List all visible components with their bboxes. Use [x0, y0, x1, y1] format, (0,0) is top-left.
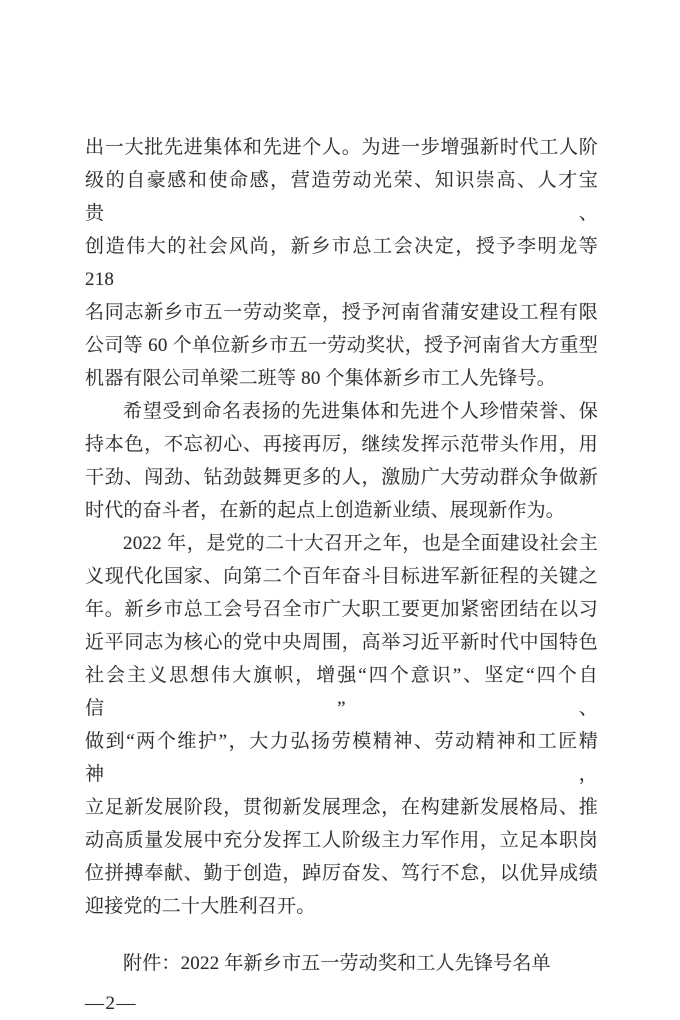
attachment-line: 附件：2022 年新乡市五一劳动奖和工人先锋号名单 — [123, 953, 551, 974]
body-line: 位拼搏奉献、勤于创造，踔厉奋发、笃行不怠，以优异成绩 — [85, 863, 598, 884]
document-body — [85, 131, 598, 1020]
body-line: 迎接党的二十大胜利召开。 — [85, 896, 316, 917]
body-line: 出一大批先进集体和先进个人。为进一步增强新时代工人阶 — [85, 137, 598, 158]
body-line: 时代的奋斗者，在新的起点上创造新业绩、展现新作为。 — [85, 500, 566, 521]
body-line: 干劲、闯劲、钻劲鼓舞更多的人，激励广大劳动群众争做新 — [85, 467, 598, 488]
body-line: 持本色，不忘初心、再接再厉，继续发挥示范带头作用，用 — [85, 434, 598, 455]
body-line: 义现代化国家、向第二个百年奋斗目标进军新征程的关键之 — [85, 566, 598, 587]
body-line: 创造伟大的社会风尚，新乡市总工会决定，授予李明龙等 218 — [85, 236, 598, 290]
paragraph — [85, 395, 598, 527]
body-line: 近平同志为核心的党中央周围，高举习近平新时代中国特色 — [85, 632, 598, 653]
page-number: —2— — [85, 993, 137, 1014]
body-line: 名同志新乡市五一劳动奖章，授予河南省蒲安建设工程有限 — [85, 302, 598, 323]
body-line: 社会主义思想伟大旗帜，增强“四个意识”、坚定“四个自信”、 — [85, 665, 598, 719]
attachment-note — [85, 947, 598, 980]
paragraph — [85, 527, 598, 923]
body-line: 机器有限公司单梁二班等 80 个集体新乡市工人先锋号。 — [85, 368, 556, 389]
body-line: 希望受到命名表扬的先进集体和先进个人珍惜荣誉、保 — [123, 401, 598, 422]
body-line: 级的自豪感和使命感，营造劳动光荣、知识崇高、人才宝贵、 — [85, 170, 598, 224]
paragraph — [85, 131, 598, 395]
body-line: 2022 年，是党的二十大召开之年，也是全面建设社会主 — [123, 533, 598, 554]
body-line: 年。新乡市总工会号召全市广大职工要更加紧密团结在以习 — [85, 599, 598, 620]
body-line: 公司等 60 个单位新乡市五一劳动奖状，授予河南省大方重型 — [85, 335, 598, 356]
body-line: 动高质量发展中充分发挥工人阶级主力军作用，立足本职岗 — [85, 830, 598, 851]
body-line: 立足新发展阶段，贯彻新发展理念，在构建新发展格局、推 — [85, 797, 598, 818]
body-line: 做到“两个维护”，大力弘扬劳模精神、劳动精神和工匠精神， — [85, 731, 598, 785]
